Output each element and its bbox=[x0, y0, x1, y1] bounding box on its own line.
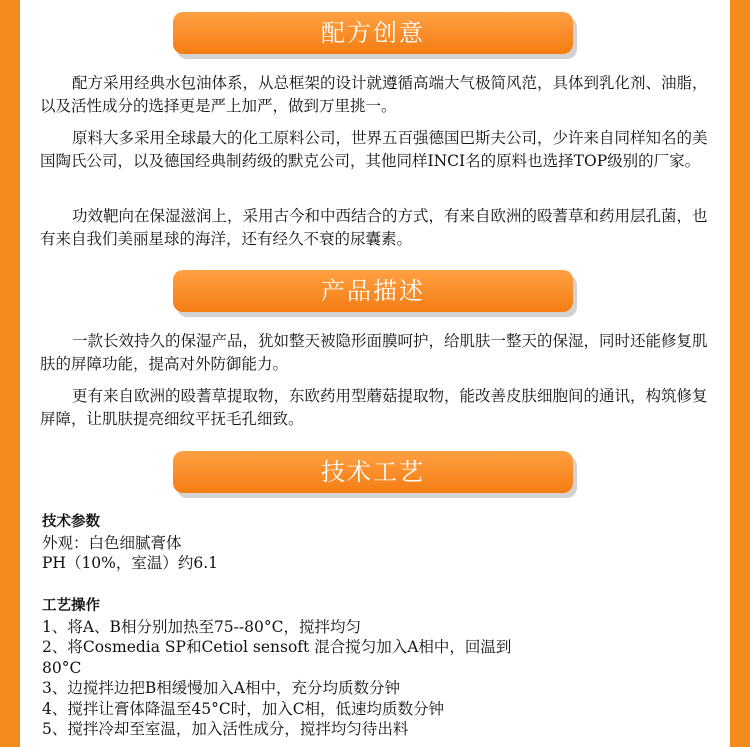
ph-line: PH（10%，室温）约6.1 bbox=[42, 554, 219, 572]
section-banner-product-description: 产品描述 bbox=[173, 270, 573, 312]
formula-paragraph-3: 功效靶向在保湿滋润上，采用古今和中西结合的方式，有来自欧洲的殴蓍草和药用层孔菌，也有来自我们美丽星球的海洋，还有经久不衰的尿囊素。 bbox=[40, 207, 708, 248]
description-paragraph-2: 更有来自欧洲的殴蓍草提取物，东欧药用型蘑菇提取物，能改善皮肤细胞间的通讯，构筑修复屏障，让肌肤提亮细纹平抚毛孔细致。 bbox=[40, 387, 708, 428]
page bbox=[20, 0, 730, 747]
process-steps bbox=[42, 596, 712, 740]
process-step-2: 2、将Cosmedia SP和Cetiol sensoft 混合搅匀加入A相中，回温到 bbox=[42, 638, 512, 656]
process-step-1: 1、将A、B相分别加热至75--80°C，搅拌均匀 bbox=[42, 617, 361, 636]
process-step-4: 4、搅拌让膏体降温至45°C时，加入C相，低速均质数分钟 bbox=[42, 699, 445, 718]
process-step-2-continued: 80°C bbox=[42, 658, 82, 677]
formula-paragraph-1: 配方采用经典水包油体系，从总框架的设计就遵循高端大气极简风范，具体到乳化剂、油脂，以及活性成分的选择更是严上加严，做到万里挑一。 bbox=[40, 74, 708, 115]
technical-params bbox=[42, 512, 712, 574]
appearance-line: 外观：白色细腻膏体 bbox=[42, 533, 182, 552]
description-paragraph-1: 一款长效持久的保湿产品，犹如整天被隐形面膜呵护，给肌肤一整天的保湿，同时还能修复肌肤的屏障功能，提高对外防御能力。 bbox=[40, 332, 708, 373]
technical-params-heading: 技术参数 bbox=[42, 514, 100, 530]
process-step-3: 3、边搅拌边把B相缓慢加入A相中，充分均质数分钟 bbox=[42, 679, 400, 697]
process-heading: 工艺操作 bbox=[42, 598, 100, 614]
section-banner-formula-idea: 配方创意 bbox=[173, 12, 573, 54]
section-banner-technical-process: 技术工艺 bbox=[173, 451, 573, 493]
formula-paragraph-2: 原料大多采用全球最大的化工原料公司，世界五百强德国巴斯夫公司，少许来自同样知名的美国陶氏公司，以及德国经典制药级的默克公司，其他同样INCI名的原料也选择TOP级别的厂家。 bbox=[40, 129, 708, 170]
process-step-5: 5、搅拌冷却至室温，加入活性成分，搅拌均匀待出料 bbox=[42, 720, 409, 738]
